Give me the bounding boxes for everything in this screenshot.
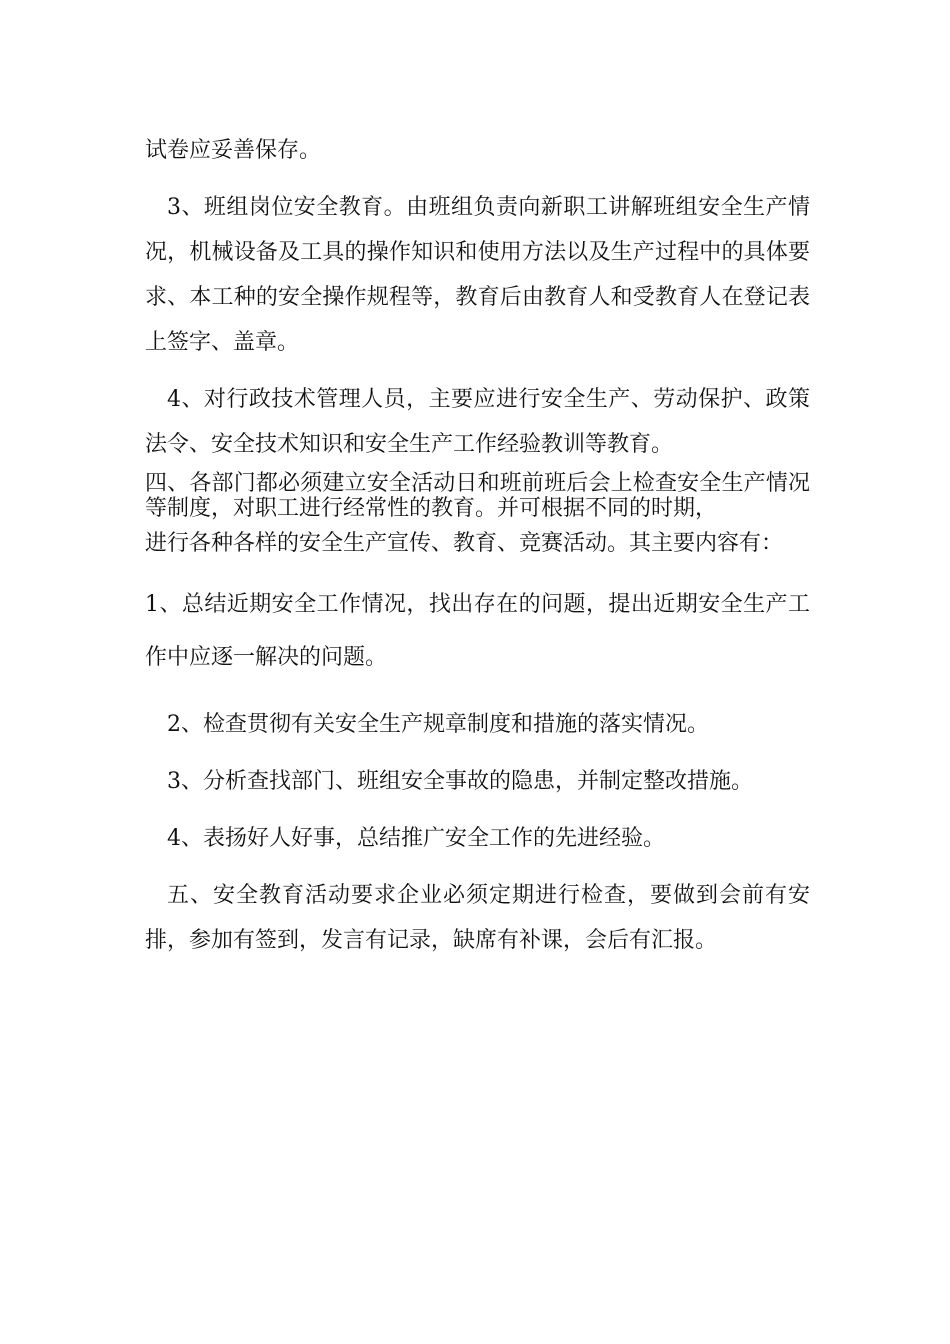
paragraph-exam-storage: 试卷应妥善保存。 xyxy=(145,138,322,163)
paragraph-admin-staff-education: 4、对行政技术管理人员，主要应进行安全生产、劳动保护、政策法令、安全技术知识和安全生产工作经验教训等教育。 xyxy=(145,387,810,457)
paragraph-item-two: 2、检查贯彻有关安全生产规章制度和措施的落实情况。 xyxy=(167,712,709,737)
document-body xyxy=(145,128,810,963)
paragraph-item-four: 4、表扬好人好事，总结推广安全工作的先进经验。 xyxy=(167,826,665,851)
paragraph-team-safety-education: 3、班组岗位安全教育。由班组负责向新职工讲解班组安全生产情况，机械设备及工具的操作知识和使用方法以及生产过程中的具体要求、本工种的安全操作规程等，教育后由教育人和受教育人在登记表上签字、盖章。 xyxy=(145,195,810,355)
paragraph-section-four: 四、各部门都必须建立安全活动日和班前班后会上检查安全生产情况等制度，对职工进行经常性的教育。并可根据不同的时期， xyxy=(145,471,810,521)
paragraph-section-five: 五、安全教育活动要求企业必须定期进行检查，要做到会前有安排，参加有签到，发言有记录，缺席有补课，会后有汇报。 xyxy=(145,883,810,953)
paragraph-item-three: 3、分析查找部门、班组安全事故的隐患，并制定整改措施。 xyxy=(167,769,753,794)
paragraph-section-four-continued: 进行各种各样的安全生产宣传、教育、竞赛活动。其主要内容有： xyxy=(145,531,784,556)
paragraph-item-one: 1、总结近期安全工作情况，找出存在的问题，提出近期安全生产工作中应逐一解决的问题。 xyxy=(145,592,810,670)
